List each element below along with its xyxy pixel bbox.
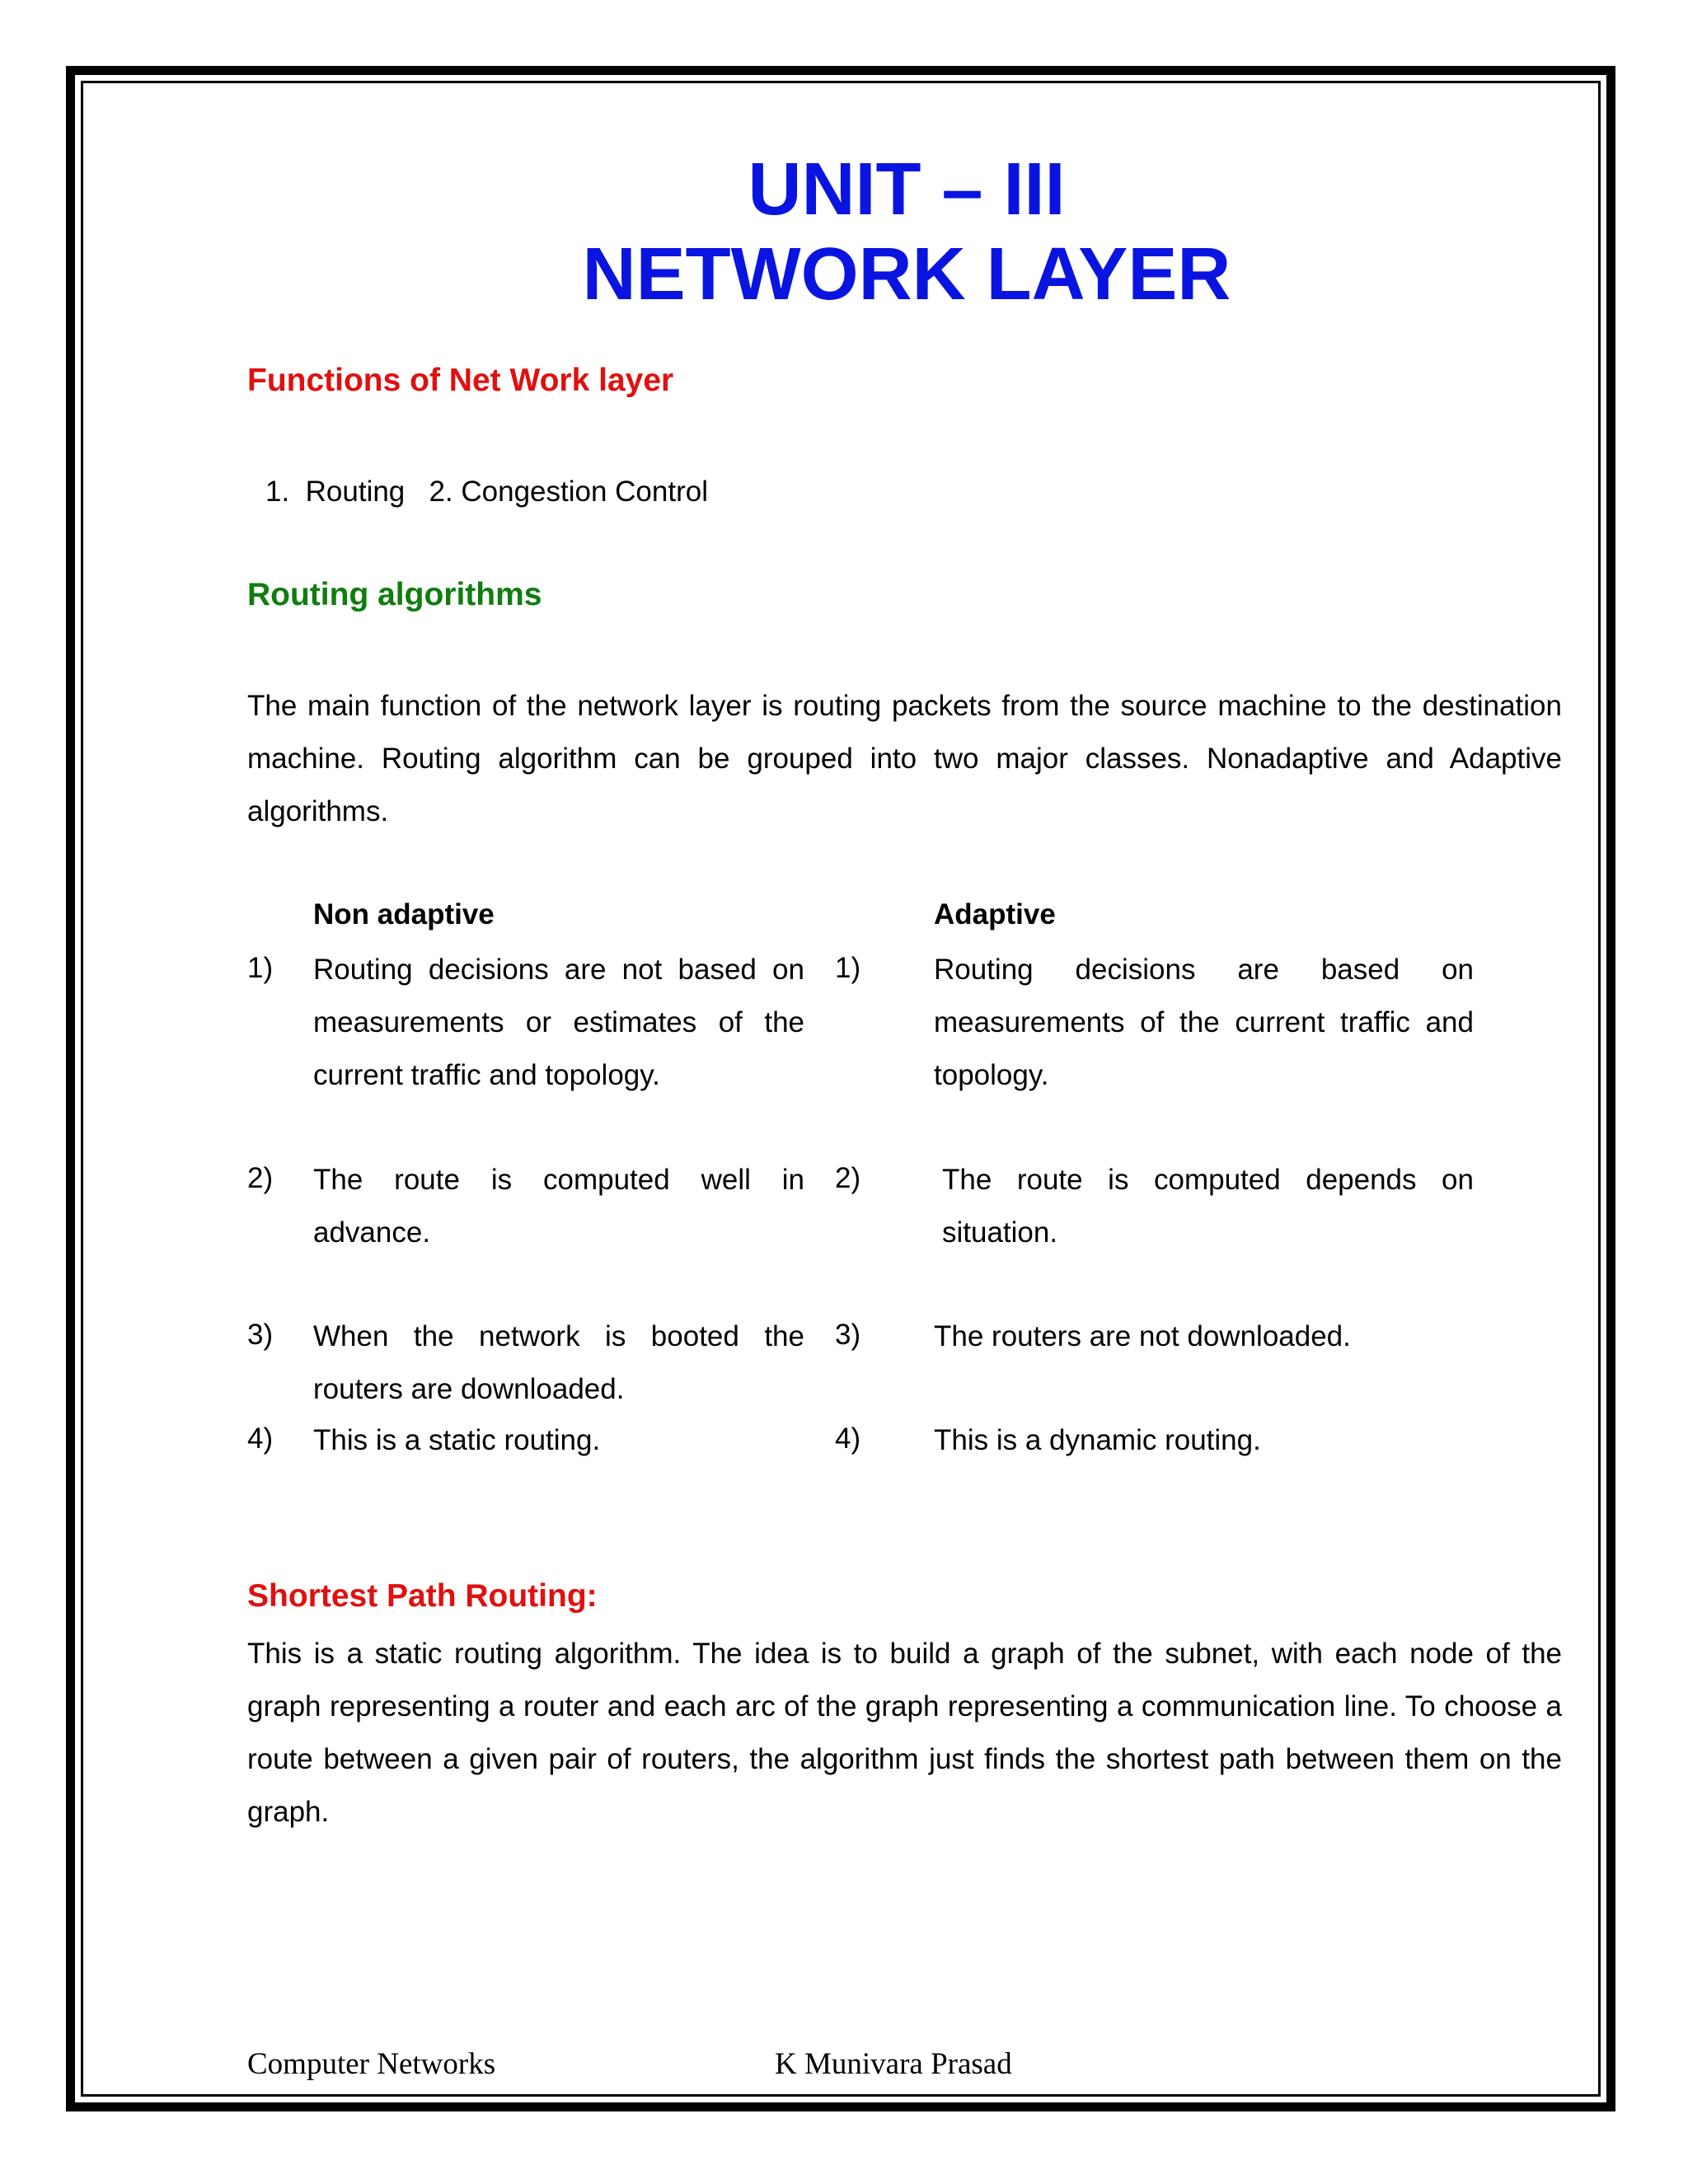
nonadaptive-cell: When the network is booted the routers are downloaded. [313,1320,804,1405]
row-number: 3) [247,1319,274,1351]
shortest-path-heading: Shortest Path Routing: [247,1578,598,1614]
nonadaptive-cell: Routing decisions are not based on measurements or estimates of the current traffic and topology. [313,954,804,1091]
functions-heading: Functions of Net Work layer [247,363,674,398]
nonadaptive-header: Non adaptive [313,898,495,930]
section-title: NETWORK LAYER [582,233,1231,316]
functions-list: 1. Routing 2. Congestion Control [265,476,708,508]
footer-course: Computer Networks [247,2047,496,2081]
shortest-path-paragraph: This is a static routing algorithm. The idea is to build a graph of the subnet, with each node of the graph representing a router and each arc of the graph representing a communication line. To choose a route between a given pair of routers, the algorithm just finds the shortest path between them on the graph. [247,1638,1562,1828]
nonadaptive-cell: The route is computed well in advance. [313,1164,804,1249]
row-number: 1) [247,952,274,984]
adaptive-cell: The route is computed depends on situation. [942,1164,1474,1249]
adaptive-cell: This is a dynamic routing. [934,1424,1261,1456]
adaptive-cell: Routing decisions are based on measurements of the current traffic and topology. [934,954,1474,1091]
row-number: 4) [835,1422,861,1455]
nonadaptive-cell: This is a static routing. [313,1424,601,1456]
row-number: 4) [247,1422,274,1455]
routing-heading: Routing algorithms [247,577,542,612]
row-number: 2) [835,1162,861,1194]
adaptive-cell: The routers are not downloaded. [934,1320,1351,1352]
unit-title: UNIT – III [748,148,1066,231]
row-number: 2) [247,1162,274,1194]
adaptive-header: Adaptive [934,898,1056,930]
footer-author: K Munivara Prasad [775,2047,1012,2081]
row-number: 1) [835,952,861,984]
row-number: 3) [835,1319,861,1351]
routing-paragraph: The main function of the network layer is routing packets from the source machine to the destination machine. Routing algorithm can be grouped into two major classes. Nonadaptive and Adaptive algorithms. [247,690,1562,827]
